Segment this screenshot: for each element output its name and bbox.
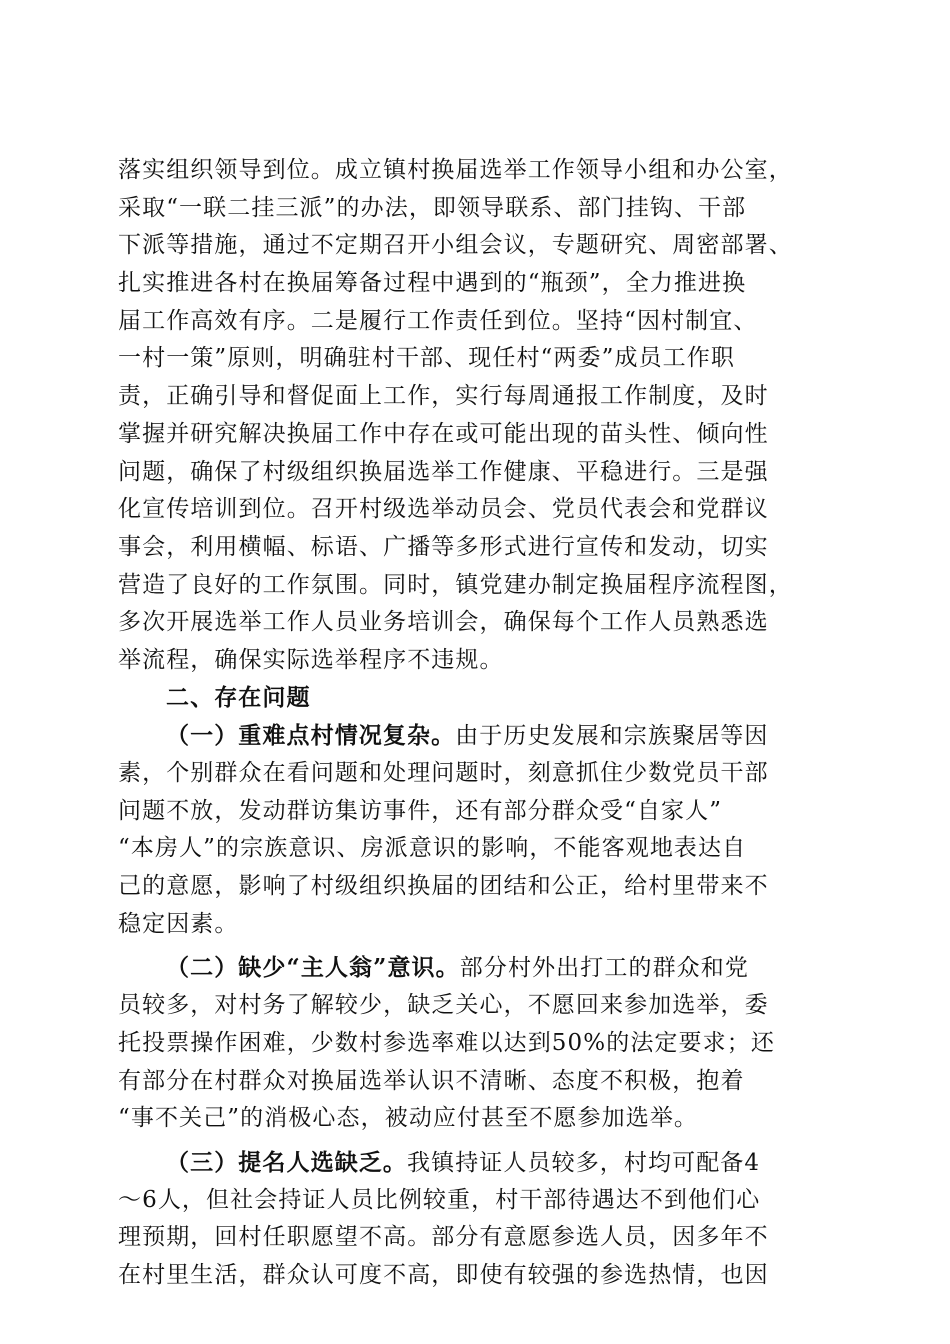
text-line: 素，个别群众在看问题和处理问题时，刻意抓住少数党员干部: [118, 760, 769, 786]
text-line: 托投票操作困难，少数村参选率难以达到50%的法定要求；还: [118, 1029, 775, 1056]
text-line: 员较多，对村务了解较少，缺乏关心，不愿回来参加选举，委: [118, 992, 769, 1019]
text-line: 稳定因素。: [118, 910, 239, 937]
text-line: “事不关己”的消极心态，被动应付甚至不愿参加选举。: [118, 1105, 699, 1132]
paragraph-issue-2: [118, 949, 830, 1137]
text-line: 多次开展选举工作人员业务培训会，确保每个工作人员熟悉选: [118, 609, 769, 636]
issue-text: 部分村外出打工的群众和党: [459, 955, 749, 982]
paragraph-issue-3: [118, 1144, 830, 1295]
text-line: 己的意愿，影响了村级组织换届的团结和公正，给村里带来不: [118, 873, 769, 900]
document-page: [118, 152, 830, 1295]
text-line: 在村里生活，群众认可度不高，即使有较强的参选热情，也因: [118, 1261, 769, 1288]
text-line: 届工作高效有序。二是履行工作责任到位。坚持“因村制宜、: [118, 307, 758, 334]
text-line: 责，正确引导和督促面上工作，实行每周通报工作制度，及时: [118, 383, 769, 410]
text-line: 有部分在村群众对换届选举认识不清晰、态度不积极，抱着: [118, 1067, 745, 1094]
paragraph-issue-1: [118, 717, 830, 943]
issue-title: （二）缺少“主人翁”意识。: [166, 954, 460, 982]
text-line: 落实组织领导到位。成立镇村换届选举工作领导小组和办公室，: [118, 157, 793, 183]
issue-text: 由于历史发展和宗族聚居等因: [455, 723, 769, 750]
issue-title: （三）提名人选缺乏。: [166, 1148, 407, 1176]
text-line: [118, 949, 830, 987]
text-line: 理预期，回村任职愿望不高。部分有意愿参选人员，因多年不: [118, 1224, 769, 1251]
text-line: “本房人”的宗族意识、房派意识的影响，不能客观地表达自: [118, 835, 747, 862]
text-line: 扎实推进各村在换届筹备过程中遇到的“瓶颈”，全力推进换: [118, 270, 747, 297]
text-line: 下派等措施，通过不定期召开小组会议，专题研究、周密部署、: [118, 232, 793, 259]
text-line: 掌握并研究解决换届工作中存在或可能出现的苗头性、倾向性: [118, 420, 769, 447]
text-line: 采取“一联二挂三派”的办法，即领导联系、部门挂钩、干部: [118, 194, 747, 221]
text-line: [118, 1144, 830, 1182]
issue-text: 我镇持证人员较多，村均可配备4: [407, 1149, 761, 1176]
text-line: [118, 717, 830, 755]
text-line: 一村一策”原则，明确驻村干部、现任村“两委”成员工作职: [118, 345, 735, 372]
text-line: 化宣传培训到位。召开村级选举动员会、党员代表会和党群议: [118, 496, 769, 523]
section-heading: 二、存在问题: [166, 684, 311, 711]
text-line: ～6人，但社会持证人员比例较重，村干部待遇达不到他们心: [118, 1186, 761, 1213]
text-line: 事会，利用横幅、标语、广播等多形式进行宣传和发动，切实: [118, 533, 769, 560]
text-line: 营造了良好的工作氛围。同时，镇党建办制定换届程序流程图，: [118, 571, 793, 598]
paragraph-measures: [118, 152, 830, 680]
text-line: 举流程，确保实际选举程序不违规。: [118, 646, 504, 673]
issue-title: （一）重难点村情况复杂。: [166, 722, 456, 750]
text-line: 问题，确保了村级组织换届选举工作健康、平稳进行。三是强: [118, 458, 769, 485]
text-line: 问题不放，发动群访集访事件，还有部分群众受“自家人”: [118, 797, 723, 824]
